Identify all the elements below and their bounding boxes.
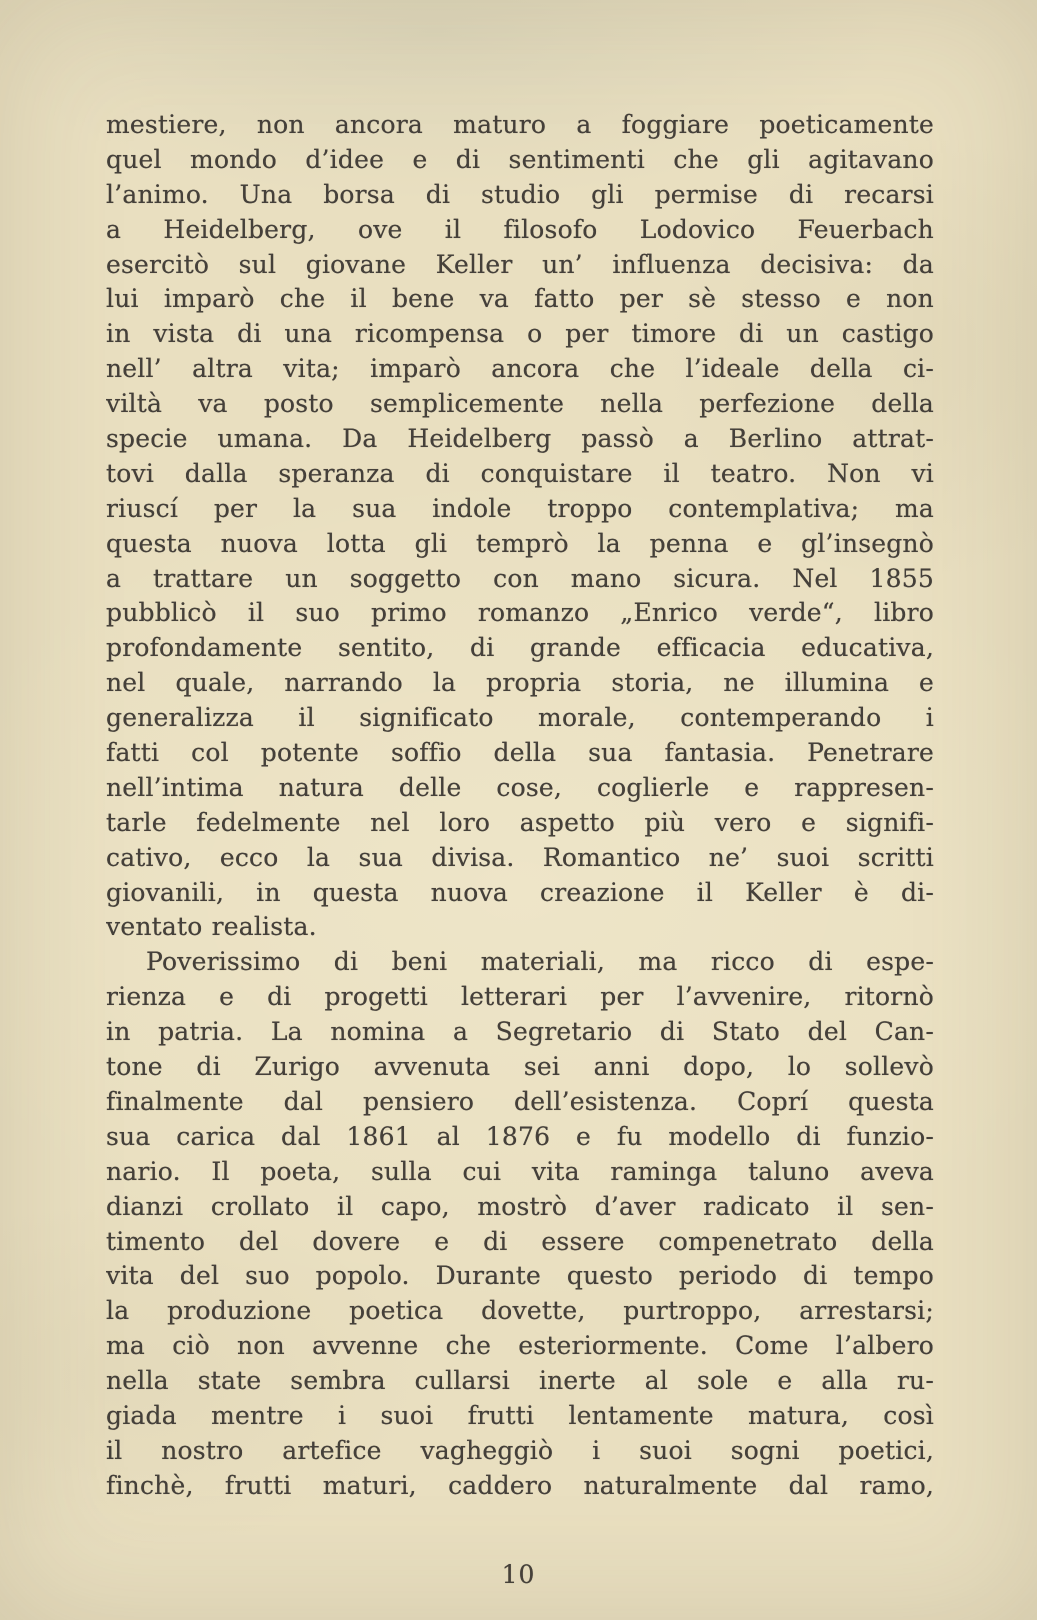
text-line: giada mentre i suoi frutti lentamente matura, così bbox=[106, 1400, 934, 1430]
text-line: nel quale, narrando la propria storia, ne illumina e bbox=[106, 668, 934, 698]
text-line: cativo, ecco la sua divisa. Romantico ne’ suoi scritti bbox=[106, 842, 934, 872]
text-line: riuscí per la sua indole troppo contemplativa; ma bbox=[106, 493, 934, 523]
text-line: la produzione poetica dovette, purtroppo, arrestarsi; bbox=[106, 1296, 934, 1326]
text-line: esercitò sul giovane Keller un’ influenza decisiva: da bbox=[106, 249, 934, 279]
text-line: tone di Zurigo avvenuta sei anni dopo, lo sollevò bbox=[106, 1052, 934, 1082]
text-line: ventato realista. bbox=[106, 912, 317, 942]
text-line: finchè, frutti maturi, caddero naturalmente dal ramo, bbox=[106, 1470, 934, 1500]
text-line: viltà va posto semplicemente nella perfezione della bbox=[106, 389, 934, 419]
text-line: giovanili, in questa nuova creazione il Keller è di- bbox=[106, 877, 934, 907]
text-line: sua carica dal 1861 al 1876 e fu modello di funzio- bbox=[106, 1121, 934, 1151]
text-line: pubblicò il suo primo romanzo „Enrico verde“, libro bbox=[106, 598, 934, 628]
text-line: mestiere, non ancora maturo a foggiare poeticamente bbox=[106, 110, 934, 139]
text-line: l’animo. Una borsa di studio gli permise di recarsi bbox=[106, 179, 934, 209]
text-line: a Heidelberg, ove il filosofo Lodovico Feuerbach bbox=[106, 214, 934, 244]
text-line: generalizza il significato morale, contemperando i bbox=[106, 703, 934, 733]
text-line: finalmente dal pensiero dell’esistenza. Coprí questa bbox=[106, 1086, 934, 1116]
text-block bbox=[106, 108, 934, 1504]
text-line: tovi dalla speranza di conquistare il teatro. Non vi bbox=[106, 458, 934, 488]
text-line: quel mondo d’idee e di sentimenti che gli agitavano bbox=[106, 144, 934, 174]
text-line: specie umana. Da Heidelberg passò a Berlino attrat- bbox=[106, 424, 934, 454]
text-line: timento del dovere e di essere compenetrato della bbox=[106, 1226, 934, 1256]
text-line: tarle fedelmente nel loro aspetto più vero e signifi- bbox=[106, 807, 934, 837]
text-line: rienza e di progetti letterari per l’avvenire, ritornò bbox=[106, 982, 934, 1012]
text-line: vita del suo popolo. Durante questo periodo di tempo bbox=[106, 1261, 934, 1291]
text-line: fatti col potente soffio della sua fantasia. Penetrare bbox=[106, 738, 934, 768]
page-number: 10 bbox=[501, 1560, 536, 1589]
text-line: nell’ altra vita; imparò ancora che l’ideale della ci- bbox=[106, 354, 934, 384]
text-line: dianzi crollato il capo, mostrò d’aver radicato il sen- bbox=[106, 1191, 934, 1221]
text-line: in patria. La nomina a Segretario di Stato del Can- bbox=[106, 1017, 934, 1047]
text-line: ma ciò non avvenne che esteriormente. Come l’albero bbox=[106, 1331, 934, 1361]
text-line: nella state sembra cullarsi inerte al sole e alla ru- bbox=[106, 1366, 934, 1396]
text-line: questa nuova lotta gli temprò la penna e gl’insegnò bbox=[106, 528, 934, 558]
text-line: in vista di una ricompensa o per timore di un castigo bbox=[106, 319, 934, 349]
text-line: Poverissimo di beni materiali, ma ricco di espe- bbox=[146, 947, 934, 977]
text-line: a trattare un soggetto con mano sicura. Nel 1855 bbox=[106, 563, 934, 593]
text-line: nell’intima natura delle cose, coglierle e rappresen- bbox=[106, 772, 934, 802]
text-line: il nostro artefice vagheggiò i suoi sogni poetici, bbox=[106, 1435, 934, 1465]
text-line: lui imparò che il bene va fatto per sè stesso e non bbox=[106, 284, 934, 314]
text-line: nario. Il poeta, sulla cui vita raminga taluno aveva bbox=[106, 1156, 934, 1186]
text-line: profondamente sentito, di grande efficacia educativa, bbox=[106, 633, 934, 663]
